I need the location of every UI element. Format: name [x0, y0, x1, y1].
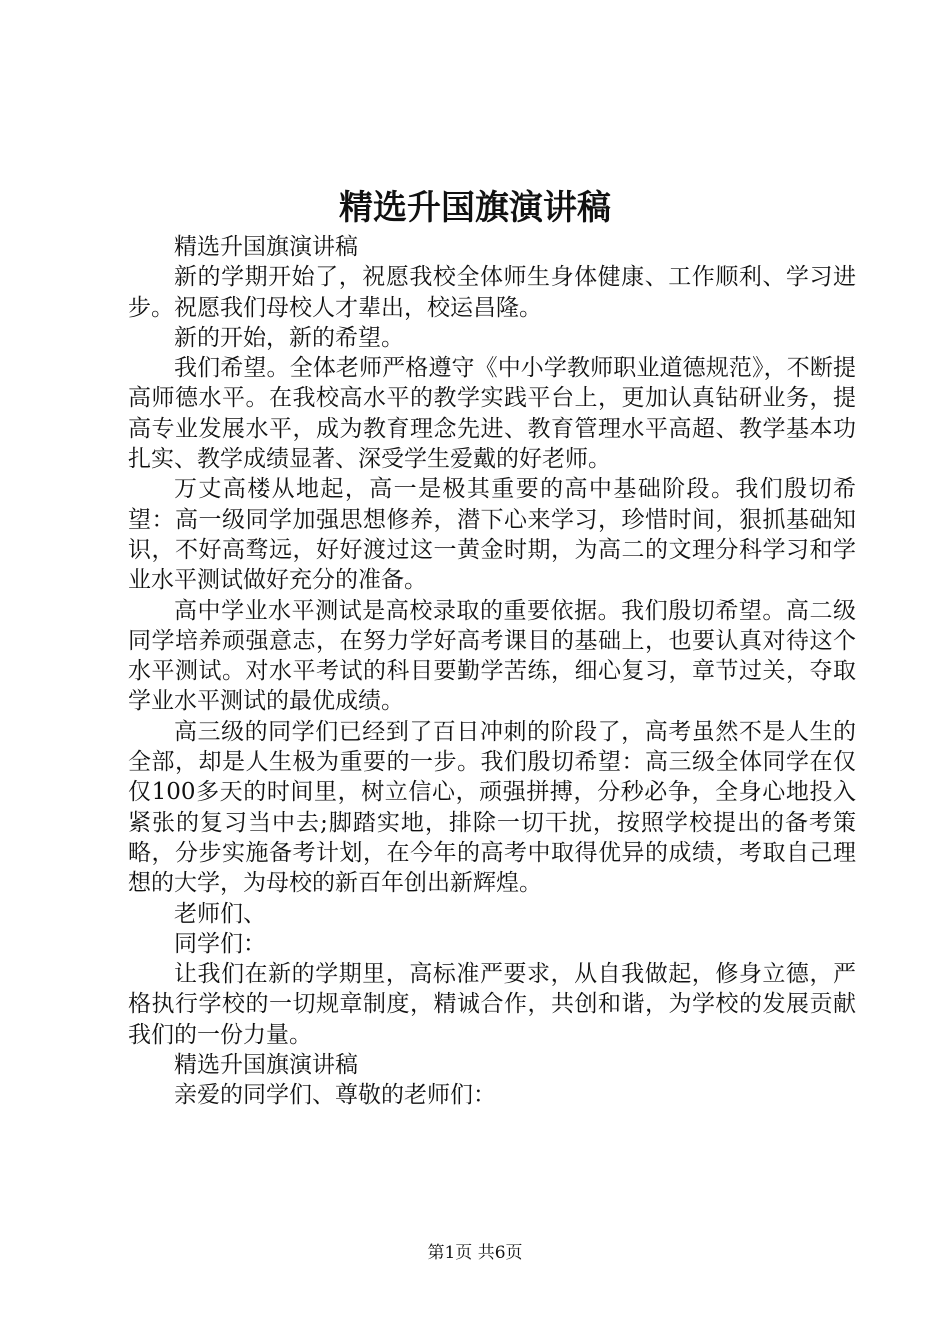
page-footer: 第1页 共6页: [427, 1243, 523, 1263]
paragraph-teachers: 我们希望。全体老师严格遵守《中小学教师职业道德规范》，不断提高师德水平。在我校高水平的教学实践平台上，更加认真钻研业务，提高专业发展水平，成为教育理念先进、教育管理水平高超、教学基本功扎实、教学成绩显著、深受学生爱戴的好老师。: [128, 355, 856, 473]
paragraph-heading-repeat: 精选升国旗演讲稿: [174, 234, 358, 260]
paragraph-second-title: 精选升国旗演讲稿: [174, 1052, 358, 1079]
paragraph-closing: 让我们在新的学期里，高标准严要求，从自我做起，修身立德，严格执行学校的一切规章制度，精诚合作，共创和谐，为学校的发展贡献我们的一份力量。: [128, 961, 856, 1048]
paragraph-address-students: 同学们：: [174, 930, 266, 957]
paragraph-grade-one: 万丈高楼从地起，高一是极其重要的高中基础阶段。我们殷切希望：高一级同学加强思想修养，潜下心来学习，珍惜时间，狠抓基础知识，不好高骛远，好好渡过这一黄金时期，为高二的文理分科学习和学业水平测试做好充分的准备。: [128, 476, 856, 594]
document-body: [128, 232, 856, 1111]
paragraph-second-greeting: 亲爱的同学们、尊敬的老师们：: [174, 1082, 496, 1109]
paragraph-new-start: 新的开始，新的希望。: [174, 324, 404, 351]
paragraph-grade-two: 高中学业水平测试是高校录取的重要依据。我们殷切希望。高二级同学培养顽强意志，在努力学好高考课目的基础上，也要认真对待这个水平测试。对水平考试的科目要勤学苦练，细心复习，章节过关，夺取学业水平测试的最优成绩。: [128, 597, 856, 715]
paragraph-grade-three: 高三级的同学们已经到了百日冲刺的阶段了，高考虽然不是人生的全部，却是人生极为重要的一步。我们殷切希望：高三级全体同学在仅仅100多天的时间里，树立信心，顽强拼搏，分秒必争，全身心地投入紧张的复习当中去;脚踏实地，排除一切干扰，按照学校提出的备考策略，分步实施备考计划，在今年的高考中取得优异的成绩，考取自己理想的大学，为母校的新百年创出新辉煌。: [128, 718, 856, 897]
document-title: 精选升国旗演讲稿: [339, 188, 611, 228]
paragraph-address-teachers: 老师们、: [174, 900, 266, 927]
paragraph-greeting: 新的学期开始了，祝愿我校全体师生身体健康、工作顺利、学习进步。祝愿我们母校人才辈出，校运昌隆。: [128, 264, 856, 321]
